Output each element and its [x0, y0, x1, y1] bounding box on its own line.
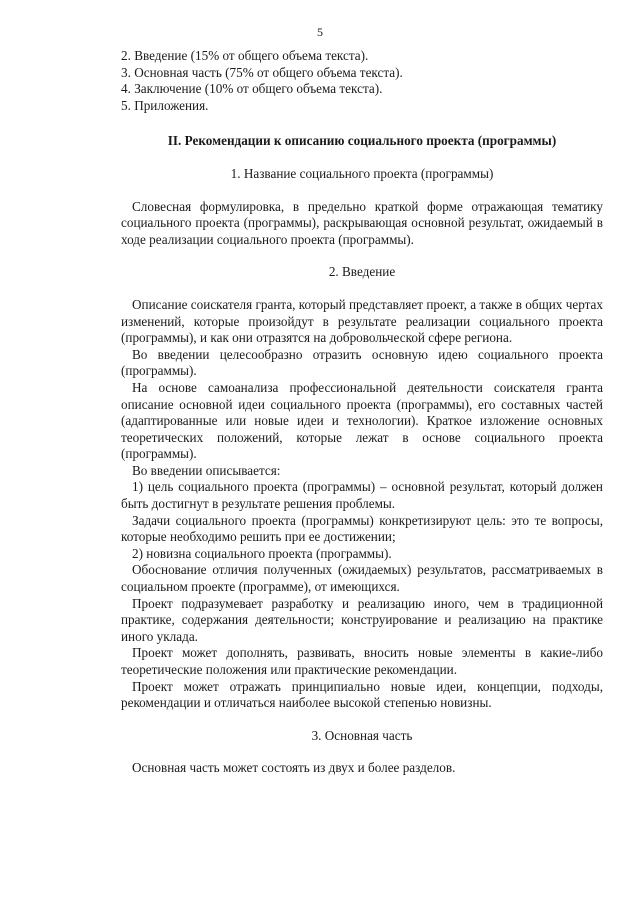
paragraph: Во введении целесообразно отразить основную идею социального проекта (программы).	[121, 346, 603, 379]
paragraph: Во введении описывается:	[132, 462, 281, 478]
subsection-3-paragraph: Основная часть может состоять из двух и более разделов.	[132, 760, 456, 776]
page-number: 5	[317, 25, 323, 39]
subsection-1-paragraph: Словесная формулировка, в предельно краткой форме отражающая тематику социального проекта (программы), раскрывающая основной результат, ожидаемый в ходе реализации социального проекта (программы).	[121, 198, 603, 247]
paragraph: Обоснование отличия полученных (ожидаемых) результатов, рассматриваемых в социальном проекте (программе), от имеющихся.	[121, 562, 603, 595]
paragraph: Проект подразумевает разработку и реализацию иного, чем в традиционной практике, содержания деятельности; конструирование и реализацию на практике иного уклада.	[121, 595, 603, 644]
section-title: II. Рекомендации к описанию социального проекта (программы)	[167, 133, 557, 149]
paragraph: Проект может отражать принципиально новые идеи, концепции, подходы, рекомендации и отличаться наиболее высокой степенью новизны.	[121, 678, 603, 711]
paragraph: 1) цель социального проекта (программы) – основной результат, который должен быть достигнут в результате решения проблемы.	[121, 479, 603, 512]
paragraph: На основе самоанализа профессиональной деятельности соискателя гранта описание основной идеи социального проекта (программы), его составных частей (адаптированные или новые идеи и технологии). Краткое изложение основных теоретических положений, которые лежат в основе социального проекта (программы).	[121, 379, 603, 462]
paragraph: 2) новизна социального проекта (программы).	[132, 545, 392, 561]
subsection-1-title: 1. Название социального проекта (программы)	[230, 165, 494, 181]
intro-list	[121, 48, 603, 114]
paragraph: Проект может дополнять, развивать, вносить новые элементы в какие-либо теоретические положения или практические рекомендации.	[121, 645, 603, 677]
list-item: 2. Введение (15% от общего объема текста).	[121, 48, 369, 63]
list-item: 3. Основная часть (75% от общего объема текста).	[121, 64, 403, 80]
paragraph: Задачи социального проекта (программы) конкретизируют цель: это те вопросы, которые необходимо решить при ее достижении;	[121, 512, 603, 545]
subsection-2-title: 2. Введение	[328, 264, 396, 280]
paragraph: Описание соискателя гранта, который представляет проект, а также в общих чертах изменений, которые произойдут в результате реализации социального проекта (программы), и как они отразятся на добровольческой сфере региона.	[121, 296, 603, 346]
list-item: 4. Заключение (10% от общего объема текста).	[121, 81, 383, 97]
subsection-3-title: 3. Основная часть	[311, 727, 413, 743]
list-item: 5. Приложения.	[121, 97, 209, 113]
page-content	[121, 48, 603, 777]
